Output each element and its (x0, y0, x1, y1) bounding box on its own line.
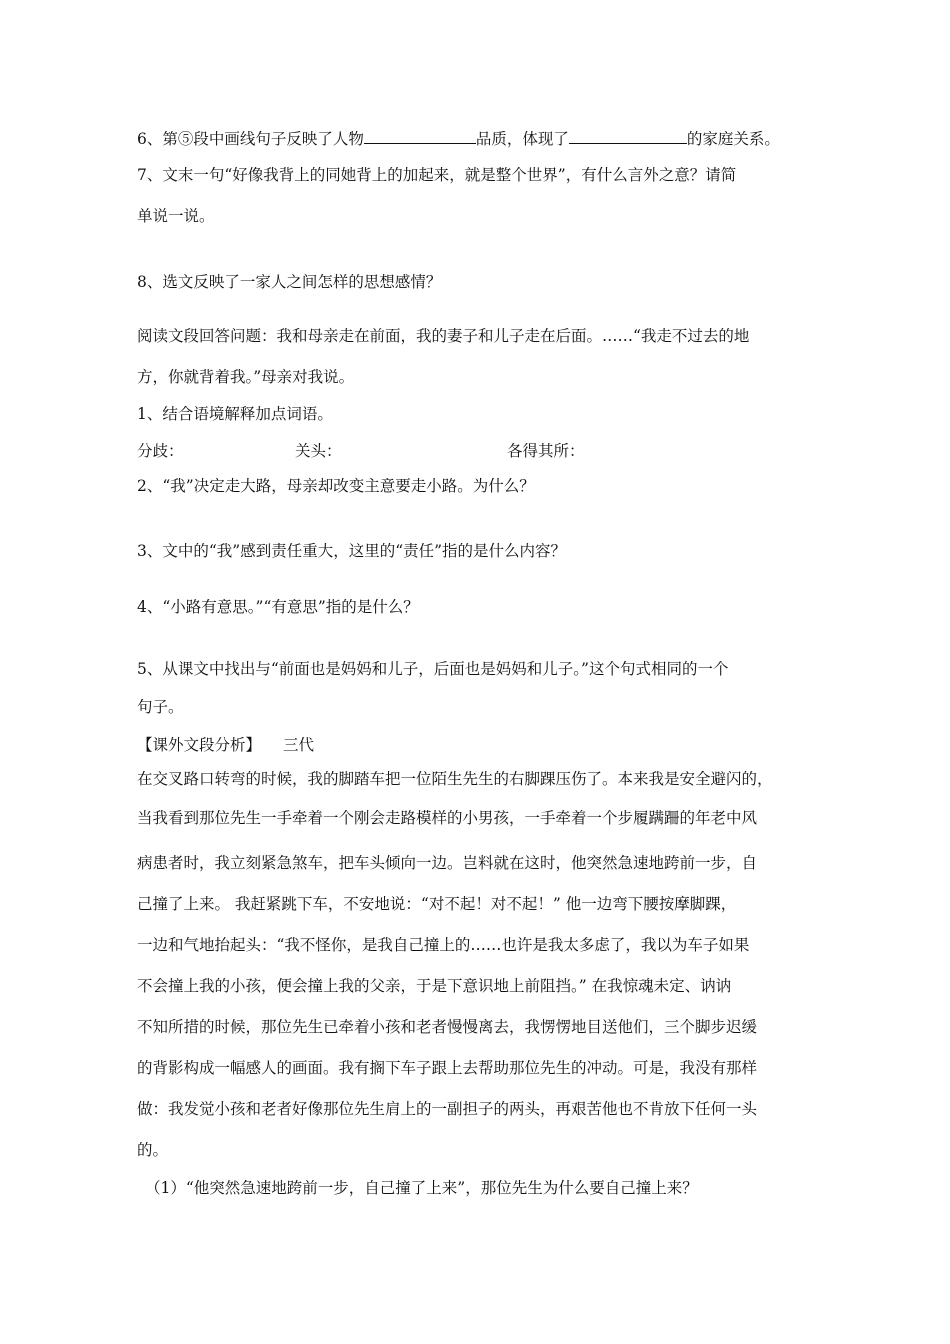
story-line: 做：我发觉小孩和老者好像那位先生肩上的一副担子的两头，再艰苦他也不肯放下任何一头 (137, 1100, 758, 1118)
story-question-1: （1）“他突然急速地跨前一步，自己撞了上来”，那位先生为什么要自己撞上来？ (145, 1179, 698, 1197)
sub-question-1: 1、结合语境解释加点词语。 (137, 405, 333, 423)
q6-text-2: 品质，体现了 (475, 130, 569, 148)
story-line: 己撞了上来。 我赶紧跳下车，不安地说：“对不起！对不起！” 他一边弯下腰按摩脚踝， (137, 895, 737, 913)
sub-question-2: 2、“我”决定走大路，母亲却改变主意要走小路。为什么？ (137, 477, 535, 495)
sub-question-3: 3、文中的“我”感到责任重大，这里的“责任”指的是什么内容？ (137, 542, 567, 560)
story-line: 的背影构成一幅感人的画面。我有搁下车子跟上去帮助那位先生的冲动。可是，我没有那样 (137, 1059, 758, 1077)
story-line: 当我看到那位先生一手牵着一个刚会走路模样的小男孩，一手牵着一个步履蹒跚的年老中风 (137, 809, 758, 827)
passage-intro-line-2: 方，你就背着我。”母亲对我说。 (137, 368, 355, 386)
sub-question-4: 4、“小路有意思。”“有意思”指的是什么？ (137, 598, 419, 616)
term-gedeqisuo: 各得其所： (507, 442, 585, 460)
story-line: 的。 (137, 1141, 169, 1159)
story-title: 三代 (283, 736, 315, 754)
sub-question-5-line-1: 5、从课文中找出与“前面也是妈妈和儿子，后面也是妈妈和儿子。”这个句式相同的一个 (137, 660, 729, 678)
answer-blank-2[interactable] (569, 127, 687, 144)
story-line: 不知所措的时候，那位先生已牵着小孩和老者慢慢离去，我愣愣地目送他们，三个脚步迟缓 (137, 1018, 758, 1036)
story-line: 在交叉路口转弯的时候，我的脚踏车把一位陌生先生的右脚踝压伤了。本来我是安全避闪的， (137, 770, 773, 788)
story-line: 病患者时，我立刻紧急煞车，把车头倾向一边。岂料就在这时，他突然急速地跨前一步，自 (137, 854, 758, 872)
passage-intro-line-1: 阅读文段回答问题：我和母亲走在前面，我的妻子和儿子走在后面。……“我走不过去的地 (137, 327, 750, 345)
q7-line-2: 单说一说。 (137, 207, 215, 225)
extra-section-heading: 【课外文段分析】 (137, 736, 262, 754)
q6-text-1: 6、第⑤段中画线句子反映了人物 (137, 130, 364, 148)
story-line: 不会撞上我的小孩，便会撞上我的父亲，于是下意识地上前阻挡。” 在我惊魂未定、讷讷 (137, 977, 732, 995)
q8-line: 8、选文反映了一家人之间怎样的思想感情？ (137, 273, 442, 291)
q6-text-3: 的家庭关系。 (686, 130, 780, 148)
term-guantou: 关头： (295, 442, 342, 460)
q7-line-1: 7、文末一句“好像我背上的同她背上的加起来，就是整个世界”，有什么言外之意？请简 (137, 166, 737, 184)
term-fenqi: 分歧： (137, 442, 184, 460)
story-line: 一边和气地抬起头：“我不怪你，是我自己撞上的……也许是我太多虑了，我以为车子如果 (137, 936, 750, 954)
q6-line (137, 127, 780, 149)
sub-question-5-line-2: 句子。 (137, 698, 184, 716)
answer-blank-1[interactable] (364, 127, 476, 144)
